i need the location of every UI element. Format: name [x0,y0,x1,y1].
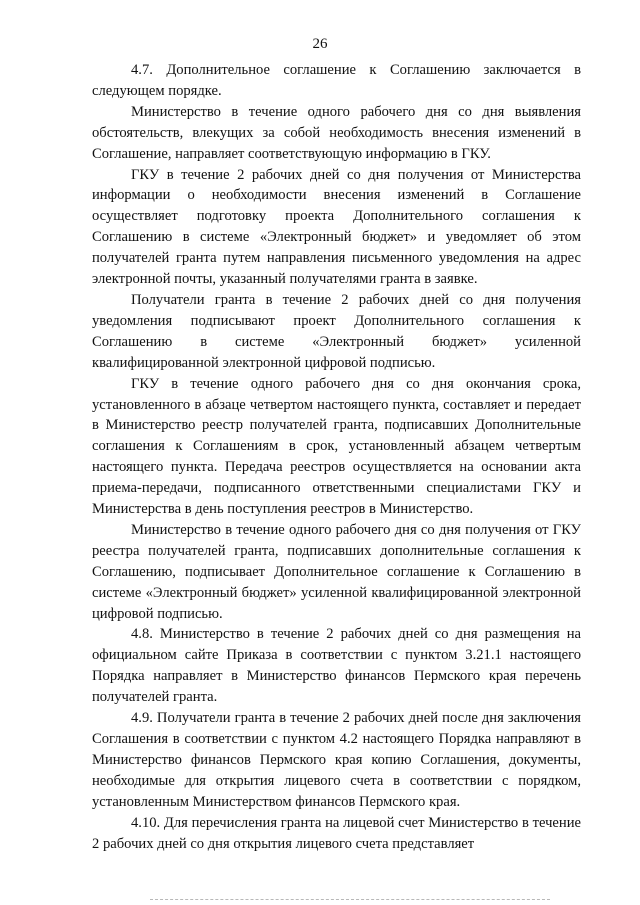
paragraph-4-7: 4.7. Дополнительное соглашение к Соглашению заключается в следующем порядке. [92,62,581,99]
paragraph-4-9: 4.9. Получатели гранта в течение 2 рабочих дней после дня заключения Соглашения в соответствии с пунктом 4.2 настоящего Порядка направляют в Министерство финансов Пермского края копию Соглашения, документы, необходимые для открытия лицевого счета в соответствии с порядком, установленным Министерством финансов Пермского края. [92,710,581,810]
page-bottom-rule [150,899,550,900]
paragraph-4-8: 4.8. Министерство в течение 2 рабочих дней со дня размещения на официальном сайте Приказа в соответствии с пунктом 3.21.1 настоящего Порядка направляет в Министерство финансов Пермского края перечень получателей гранта. [92,626,581,706]
page-number: 26 [312,36,328,52]
paragraph-ministry-sign: Министерство в течение одного рабочего дня со дня получения от ГКУ реестра получателей гранта, подписавших дополнительные соглашения к Соглашению, подписывает Дополнительное соглашение к Соглашению в системе «Электронный бюджет» усиленной квалифицированной электронной цифровой подписью. [92,521,581,622]
paragraph-gku-registry: ГКУ в течение одного рабочего дня со дня окончания срока, установленного в абзаце четвертом настоящего пункта, составляет и передает в Министерство реестр получателей гранта, подписавших Дополнительные соглашения к Соглашениям в срок, установленный абзацем четвертым настоящего пункта. Передача реестров осуществляется на основании акта приема-передачи, подписанного ответственными специалистами ГКУ и Министерства в день поступления реестров в Министерство. [92,375,581,518]
paragraph-recipients-sign: Получатели гранта в течение 2 рабочих дней со дня получения уведомления подписывают проект Дополнительного соглашения к Соглашению в системе «Электронный бюджет» усиленной квалифицированной электронной цифровой подписью. [92,291,581,371]
paragraph-ministry-notice: Министерство в течение одного рабочего дня со дня выявления обстоятельств, влекущих за собой необходимость внесения изменений в Соглашение, направляет соответствующую информацию в ГКУ. [92,103,581,162]
paragraph-gku-preparation: ГКУ в течение 2 рабочих дней со дня получения от Министерства информации о необходимости внесения изменений в Соглашение осуществляет подготовку проекта Дополнительного соглашения к Соглашению в системе «Электронный бюджет» и уведомляет об этом получателей гранта путем направления письменного уведомления на адрес электронной почты, указанный получателями гранта в заявке. [92,166,581,288]
paragraph-4-10: 4.10. Для перечисления гранта на лицевой счет Министерство в течение 2 рабочих дней со дня открытия лицевого счета представляет [92,814,581,852]
body-text [92,60,581,854]
